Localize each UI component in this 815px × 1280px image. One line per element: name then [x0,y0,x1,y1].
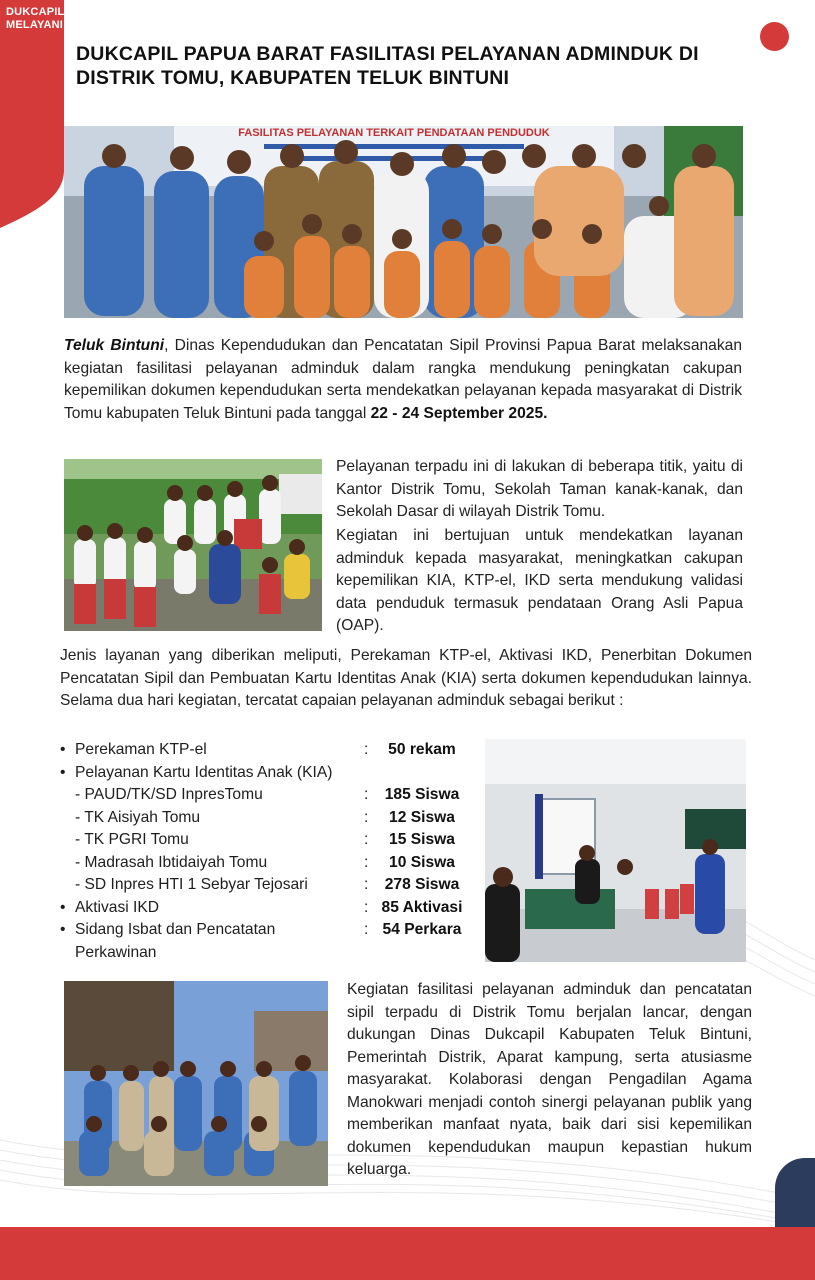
achievement-row [58,829,478,852]
brand-ribbon-text: DUKCAPIL MELAYANI [6,6,65,31]
outdoor-group-photo [64,981,328,1186]
intro-place: Teluk Bintuni [64,337,165,354]
group-photo-banner [64,126,743,318]
achievement-label: Aktivasi IKD [75,898,160,916]
achievement-row [58,852,478,875]
achievement-colon: : [364,898,369,916]
achievement-row [58,919,478,964]
achievement-value: 54 Perkara [382,921,462,938]
intro-body: , Dinas Kependudukan dan Pencatatan Sipil Provinsi Papua Barat melaksanakan kegiatan fasilitasi pelayanan adminduk dalam rangka mendukung peningkatan cakupan kepemilikan dokumen kependudukan serta mendekatkan pelayanan kepada masyarakat di Distrik Tomu kabupaten Teluk Bintuni pada tanggal [64,337,742,422]
achievement-colon: : [364,921,369,938]
services-paragraph: Jenis layanan yang diberikan meliputi, Perekaman KTP-el, Aktivasi IKD, Penerbitan Dokumen Pencatatan Sipil dan Pembuatan Kartu Identitas Anak (KIA) serta dokumen kependudukan lainnya. Selama dua hari kegiatan, tercatat capaian pelayanan adminduk sebagai berikut : [60,647,752,709]
achievement-label: - SD Inpres HTI 1 Sebyar Tejosari [75,876,308,893]
achievement-value: 15 Siswa [389,831,455,848]
achievement-colon: : [364,741,369,758]
achievement-row [58,897,478,920]
achievement-list [58,739,478,964]
purpose-paragraph: Kegiatan ini bertujuan untuk mendekatkan layanan adminduk kepada masyarakat, meningkatkan cakupan kepemilikan KIA, KTP-el, IKD serta mendukung validasi data penduduk termasuk pendataan Orang Asli Papua (OAP). [336,527,743,634]
achievement-label: Pelayanan Kartu Identitas Anak (KIA) [75,763,333,781]
achievement-value: 12 Siswa [389,808,455,826]
intro-date: 22 - 24 September 2025. [370,404,548,422]
achievement-colon: : [364,876,369,893]
achievement-row [58,762,478,785]
achievement-colon: : [364,786,369,803]
page-title: DUKCAPIL PAPUA BARAT FASILITASI PELAYANAN ADMINDUK DI DISTRIK TOMU, KABUPATEN TELUK BINTUNI [76,43,699,89]
achievement-label: - TK Aisiyah Tomu [75,808,201,826]
achievement-bullet: • [60,741,66,758]
achievement-bullet: • [60,898,66,916]
achievement-label: Sidang Isbat dan Pencatatan Perkawinan [75,921,276,961]
achievement-value: 185 Siswa [384,786,460,803]
brand-ribbon [0,0,66,230]
decorative-corner-block [775,1158,815,1227]
achievement-label: - PAUD/TK/SD InpresTomu [75,786,263,803]
achievement-row [58,739,478,762]
achievement-value: 50 rekam [388,741,456,758]
intro-paragraph [64,335,742,425]
achievement-colon: : [364,808,369,826]
achievement-colon: : [364,853,369,871]
achievement-label: - Madrasah Ibtidaiyah Tomu [75,853,268,871]
achievement-row [58,807,478,830]
school-children-photo [64,459,322,631]
achievement-value: 85 Aktivasi [381,898,463,916]
footer-bar [0,1227,815,1280]
classroom-service-photo [485,739,746,962]
achievement-label: Perekaman KTP-el [75,741,207,758]
achievement-row [58,874,478,897]
achievement-colon: : [364,831,369,848]
achievement-bullet: • [60,763,66,781]
closing-paragraph: Kegiatan fasilitasi pelayanan adminduk dan pencatatan sipil terpadu di Distrik Tomu berjalan lancar, dengan dukungan Dinas Dukcapil Kabupaten Teluk Bintuni, Pemerintah Distrik, Aparat kampung, serta atusiasme masyarakat. Kolaborasi dengan Pengadilan Agama Manokwari menjadi contoh sinergi pelayanan publik yang memberikan manfaat nyata, baik dari sisi kepemilikan dokumen kependudukan maupun kepastian hukum keluarga. [347,981,752,1178]
achievement-row [58,784,478,807]
achievement-label: - TK PGRI Tomu [75,831,189,848]
achievement-value: 10 Siswa [389,853,455,871]
achievement-bullet: • [60,921,66,938]
banner-text: FASILITAS PELAYANAN TERKAIT PENDATAAN PENDUDUK [238,127,550,139]
locations-paragraph: Pelayanan terpadu ini di lakukan di beberapa titik, yaitu di Kantor Distrik Tomu, Sekolah Taman kanak-kanak, dan Sekolah Dasar di wilayah Distrik Tomu. [336,458,743,520]
achievement-value: 278 Siswa [384,876,460,893]
